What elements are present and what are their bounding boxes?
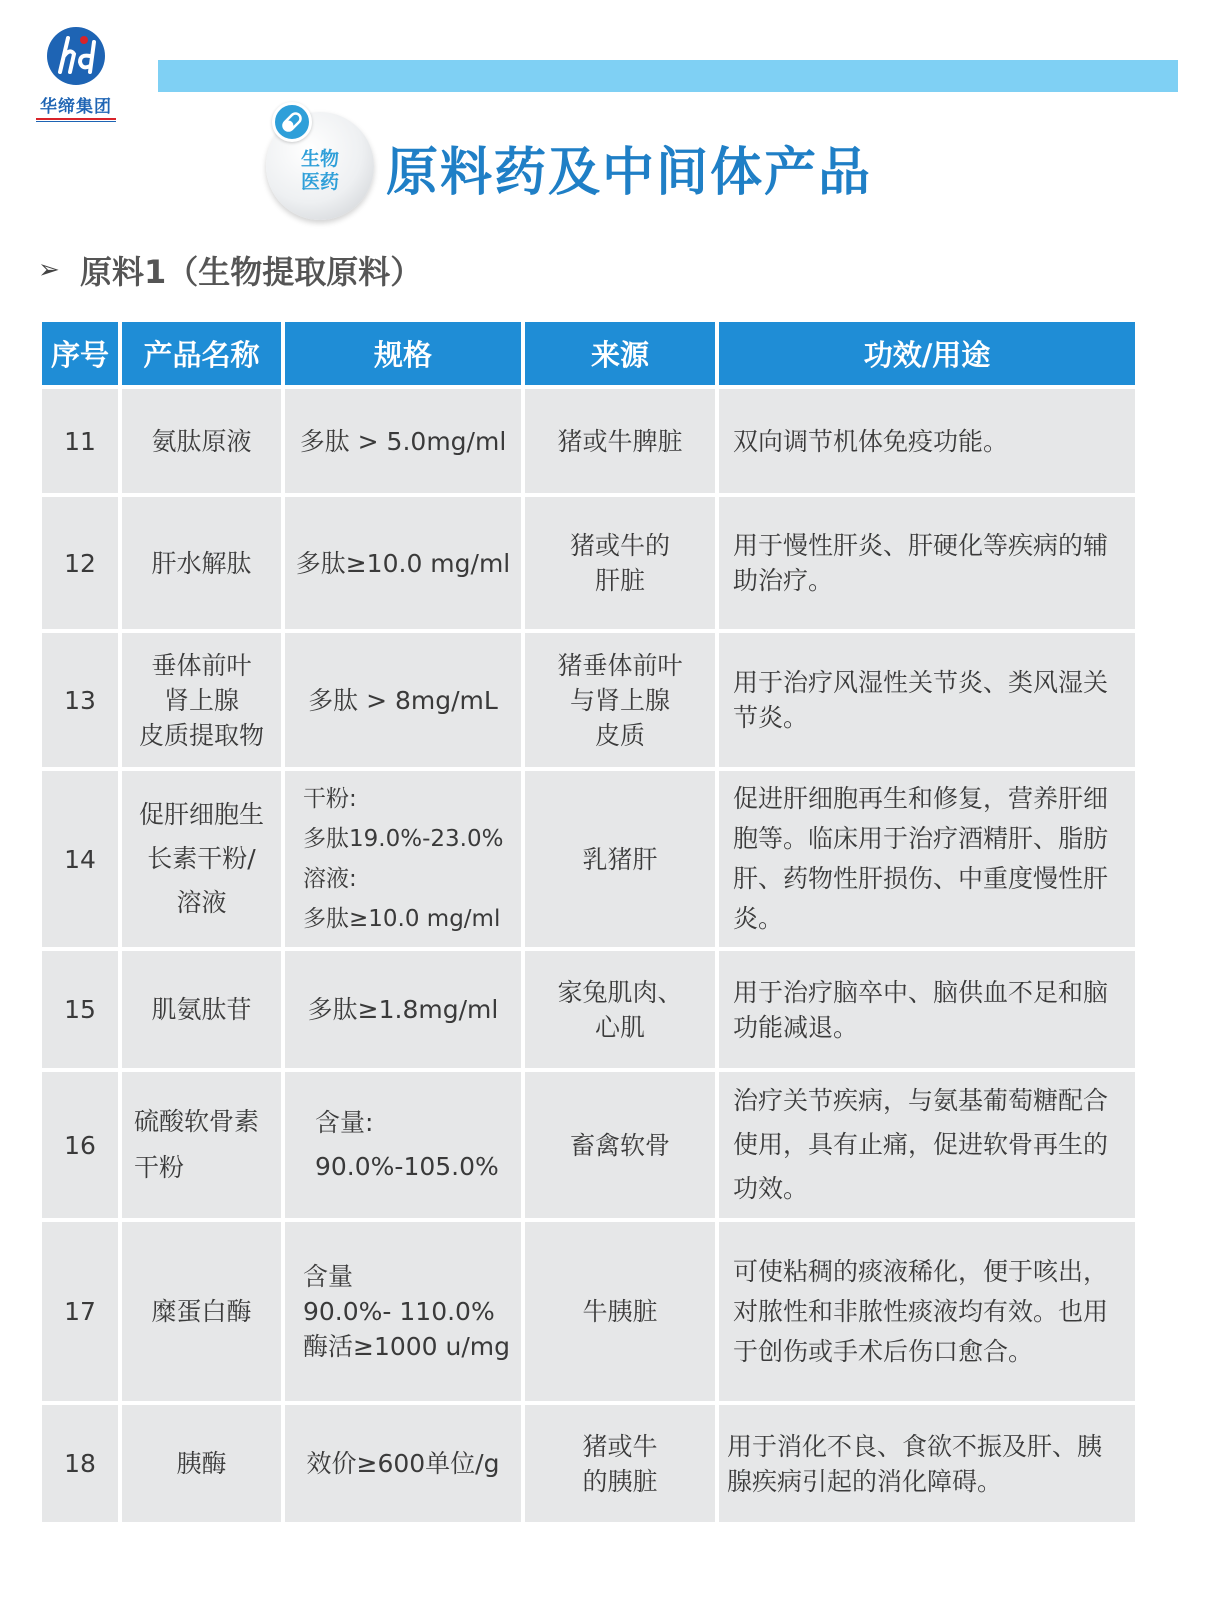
row-number: 17 [42,1222,118,1401]
header-use: 功效/用途 [719,322,1135,385]
product-source: 猪或牛 的胰脏 [525,1405,715,1522]
product-use: 促进肝细胞再生和修复，营养肝细胞等。临床用于治疗酒精肝、脂肪肝、药物性肝损伤、中重度慢性肝炎。 [719,771,1135,947]
table-row [42,633,1135,767]
table-row [42,389,1135,493]
header-source: 来源 [525,322,715,385]
header-bar [158,60,1178,92]
product-source: 猪或牛脾脏 [525,389,715,493]
product-table [38,318,1139,1526]
product-spec: 效价≥600单位/g [285,1405,521,1522]
row-number: 18 [42,1405,118,1522]
product-source: 牛胰脏 [525,1222,715,1401]
page-title: 原料药及中间体产品 [386,143,873,203]
row-number: 11 [42,389,118,493]
product-name: 糜蛋白酶 [122,1222,281,1401]
logo-underline [36,118,116,122]
header-spec: 规格 [285,322,521,385]
product-spec: 多肽 > 8mg/mL [285,633,521,767]
product-spec: 多肽≥1.8mg/ml [285,951,521,1068]
product-name: 肌氨肽苷 [122,951,281,1068]
product-use: 双向调节机体免疫功能。 [719,389,1135,493]
table-header-row [42,322,1135,385]
product-name: 硫酸软骨素 干粉 [122,1072,281,1218]
company-logo [34,26,118,126]
product-spec: 含量 90.0%- 110.0% 酶活≥1000 u/mg [285,1222,521,1401]
product-source: 家兔肌肉、 心肌 [525,951,715,1068]
badge-label: 生物 医药 [300,148,339,193]
row-number: 15 [42,951,118,1068]
product-source: 畜禽软骨 [525,1072,715,1218]
product-name: 氨肽原液 [122,389,281,493]
product-name: 胰酶 [122,1405,281,1522]
row-number: 12 [42,497,118,629]
pill-icon [272,102,312,142]
product-use: 用于治疗脑卒中、脑供血不足和脑功能减退。 [719,951,1135,1068]
table-row [42,497,1135,629]
product-spec: 干粉: 多肽19.0%-23.0% 溶液: 多肽≥10.0 mg/ml [285,771,521,947]
header-name: 产品名称 [122,322,281,385]
product-source: 猪或牛的 肝脏 [525,497,715,629]
table-row [42,1222,1135,1401]
header-no: 序号 [42,322,118,385]
table-row [42,1405,1135,1522]
product-use: 用于消化不良、食欲不振及肝、胰腺疾病引起的消化障碍。 [719,1405,1135,1522]
product-name: 垂体前叶 肾上腺 皮质提取物 [122,633,281,767]
row-number: 13 [42,633,118,767]
product-name: 肝水解肽 [122,497,281,629]
product-use: 用于慢性肝炎、肝硬化等疾病的辅助治疗。 [719,497,1135,629]
product-source: 猪垂体前叶 与肾上腺 皮质 [525,633,715,767]
product-spec: 多肽 > 5.0mg/ml [285,389,521,493]
product-use: 治疗关节疾病，与氨基葡萄糖配合使用，具有止痛，促进软骨再生的功效。 [719,1072,1135,1218]
product-use: 用于治疗风湿性关节炎、类风湿关节炎。 [719,633,1135,767]
arrow-icon: ➢ [38,255,60,285]
table-row [42,1072,1135,1218]
logo-text: 华缔集团 [40,97,112,117]
product-source: 乳猪肝 [525,771,715,947]
product-spec: 含量: 90.0%-105.0% [285,1072,521,1218]
table-row [42,771,1135,947]
product-spec: 多肽≥10.0 mg/ml [285,497,521,629]
table-row [42,951,1135,1068]
section-title: 原料1（生物提取原料） [80,253,423,291]
row-number: 14 [42,771,118,947]
row-number: 16 [42,1072,118,1218]
hd-logo-icon [46,26,106,86]
product-name: 促肝细胞生 长素干粉/ 溶液 [122,771,281,947]
product-use: 可使粘稠的痰液稀化，便于咳出，对脓性和非脓性痰液均有效。也用于创伤或手术后伤口愈合。 [719,1222,1135,1401]
